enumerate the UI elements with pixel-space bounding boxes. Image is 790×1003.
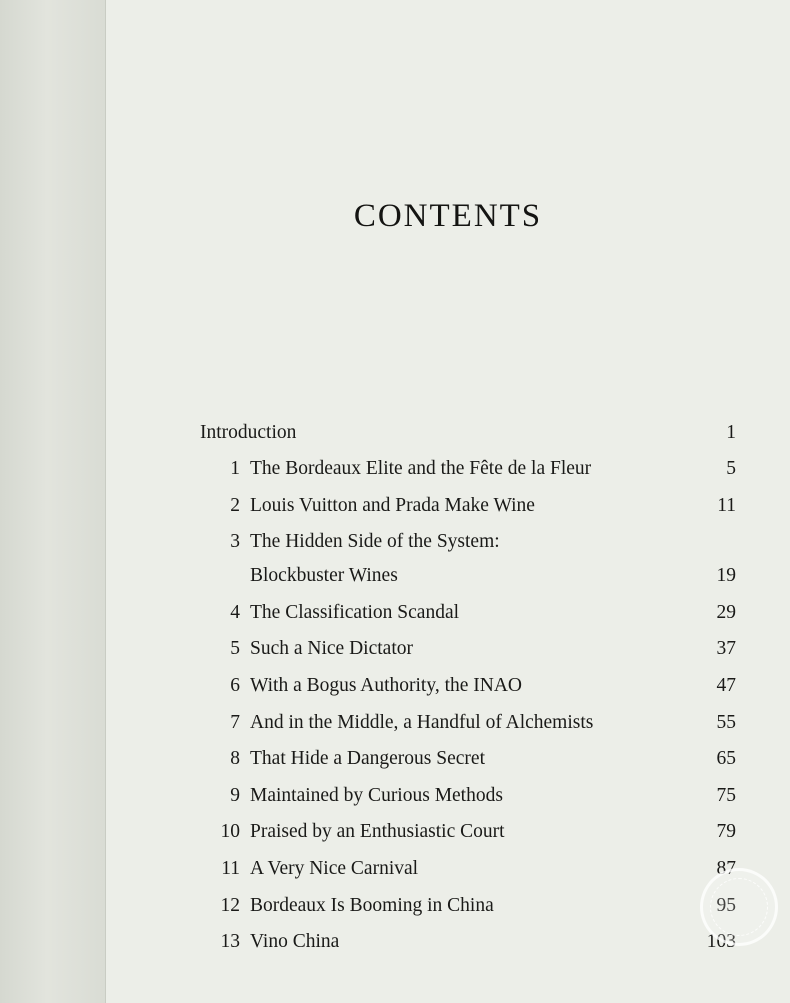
import-seal-stamp [700, 868, 778, 946]
table-of-contents [200, 420, 736, 966]
chapter-title [250, 456, 688, 482]
toc-entry [200, 493, 736, 519]
chapter-page: 55 [716, 711, 736, 733]
chapter-title-line: A Very Nice Carnival [250, 857, 419, 879]
toc-entry [200, 746, 736, 772]
chapter-page: 37 [716, 638, 736, 660]
chapter-title [250, 929, 688, 955]
book-spine-gutter [0, 0, 106, 1003]
chapter-title [250, 893, 688, 919]
chapter-title [250, 529, 688, 589]
toc-entry [200, 529, 736, 589]
chapter-title [250, 856, 688, 882]
chapter-title-line: The Hidden Side of the System: [250, 531, 500, 553]
chapter-title [250, 783, 688, 809]
chapter-page: 75 [716, 784, 736, 806]
toc-entry-title: Introduction [200, 422, 297, 443]
toc-entry-page: 1 [726, 422, 736, 443]
chapter-number: 11 [221, 857, 240, 879]
page-title: CONTENTS [353, 198, 543, 234]
chapter-number: 5 [230, 638, 240, 660]
chapter-title [250, 636, 688, 662]
chapter-title-line: Vino China [250, 931, 340, 953]
chapter-page: 95 [716, 894, 736, 916]
chapter-number: 13 [220, 931, 240, 953]
chapter-title-line: Praised by an Enthusiastic Court [250, 821, 505, 843]
chapter-number: 1 [230, 458, 240, 479]
toc-entry-introduction [200, 420, 736, 446]
chapter-title-line: The Bordeaux Elite and the Fête de la Fleur [250, 458, 592, 479]
chapter-number: 12 [220, 894, 240, 916]
toc-entry [200, 636, 736, 662]
chapter-page: 29 [716, 601, 736, 623]
chapter-number: 6 [230, 674, 240, 696]
chapter-page: 5 [726, 458, 736, 479]
chapter-title-line: Bordeaux Is Booming in China [250, 894, 494, 916]
chapter-number: 2 [230, 494, 240, 516]
chapter-title-line: Maintained by Curious Methods [250, 784, 503, 806]
chapter-number: 4 [230, 601, 240, 623]
chapter-number: 7 [230, 711, 240, 733]
chapter-title [250, 710, 688, 736]
chapter-page: 11 [717, 494, 736, 516]
chapter-page: 103 [706, 931, 736, 953]
chapter-page: 19 [716, 565, 736, 587]
toc-entry [200, 893, 736, 919]
chapter-number: 8 [230, 748, 240, 770]
chapter-title [250, 493, 688, 519]
chapter-number: 3 [230, 531, 240, 553]
toc-entry [200, 600, 736, 626]
chapter-number: 10 [220, 821, 240, 843]
chapter-title-line: Louis Vuitton and Prada Make Wine [250, 494, 535, 516]
chapter-title [250, 600, 688, 626]
chapter-page: 65 [716, 748, 736, 770]
chapter-page: 79 [716, 821, 736, 843]
chapter-title-line: The Classification Scandal [250, 601, 460, 623]
toc-entry [200, 856, 736, 882]
chapter-title-line: That Hide a Dangerous Secret [250, 748, 485, 770]
chapter-list [200, 456, 736, 955]
toc-entry [200, 710, 736, 736]
chapter-title [250, 673, 688, 699]
chapter-page: 47 [716, 674, 736, 696]
toc-entry [200, 929, 736, 955]
toc-entry [200, 673, 736, 699]
chapter-title-line: And in the Middle, a Handful of Alchemists [250, 711, 594, 733]
chapter-title [250, 746, 688, 772]
toc-entry [200, 783, 736, 809]
chapter-title-line: With a Bogus Authority, the INAO [250, 674, 523, 696]
chapter-title [250, 819, 688, 845]
toc-entry [200, 456, 736, 482]
toc-entry [200, 819, 736, 845]
chapter-page: 87 [716, 857, 736, 879]
chapter-number: 9 [230, 784, 240, 806]
chapter-title-line: Such a Nice Dictator [250, 638, 413, 660]
chapter-title-line: Blockbuster Wines [250, 565, 398, 587]
